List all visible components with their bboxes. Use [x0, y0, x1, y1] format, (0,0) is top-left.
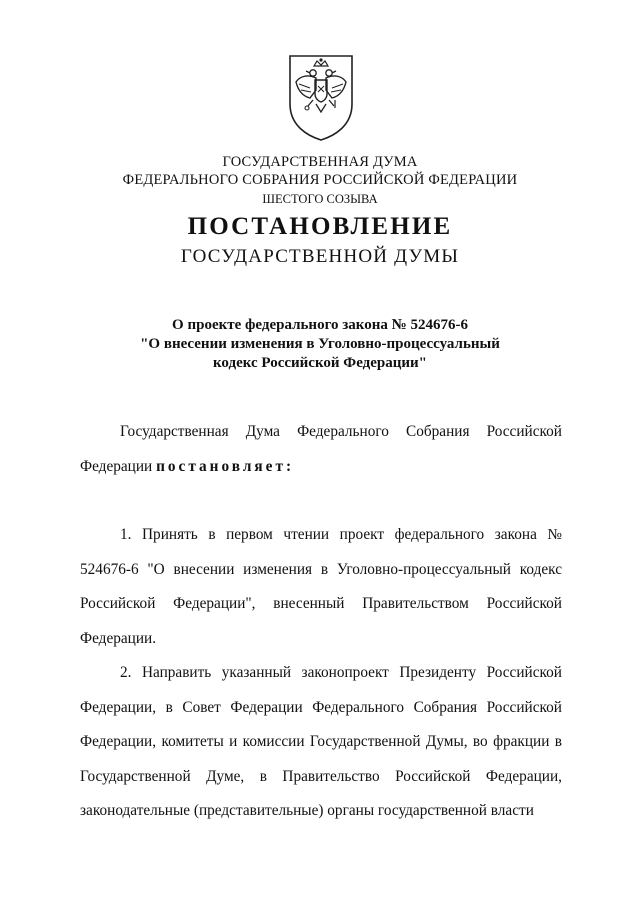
item-1-paragraph: 1. Принять в первом чтении проект федерального закона № 524676-6 "О внесении изменения в Уголовно-процессуальный кодекс Российской Федерации", внесенный Правительством Российской Федерации.: [80, 526, 562, 647]
header-line-1: ГОСУДАРСТВЕННАЯ ДУМА: [222, 154, 418, 170]
coat-of-arms-icon: [286, 54, 356, 142]
document-subtitle: ГОСУДАРСТВЕННОЙ ДУМЫ: [180, 246, 460, 267]
intro-text: Государственная Дума Федерального Собрания Российской Федерации: [80, 423, 562, 475]
item-2-paragraph: 2. Направить указанный законопроект Президенту Российской Федерации, в Совет Федерации Федерального Собрания Российской Федерации, комитеты и комиссии Государственной Думы, во фракции в Государственной Думе, в Правительство Российской Федерации, законодательные (представительные) органы государственной власти: [80, 664, 562, 819]
header-line-2: ФЕДЕРАЛЬНОГО СОБРАНИЯ РОССИЙСКОЙ ФЕДЕРАЦИИ: [122, 172, 518, 188]
header-line-3: ШЕСТОГО СОЗЫВА: [262, 192, 378, 206]
document-body: [80, 415, 562, 829]
subject-line-3: кодекс Российской Федерации": [212, 355, 427, 371]
subject-line-1: О проекте федерального закона № 524676-6: [172, 317, 468, 333]
document-title: ПОСТАНОВЛЕНИЕ: [187, 213, 453, 240]
decision-verb: постановляет:: [156, 457, 295, 475]
intro-paragraph: [80, 415, 562, 484]
subject-line-2: "О внесении изменения в Уголовно-процессуальный: [140, 336, 500, 352]
